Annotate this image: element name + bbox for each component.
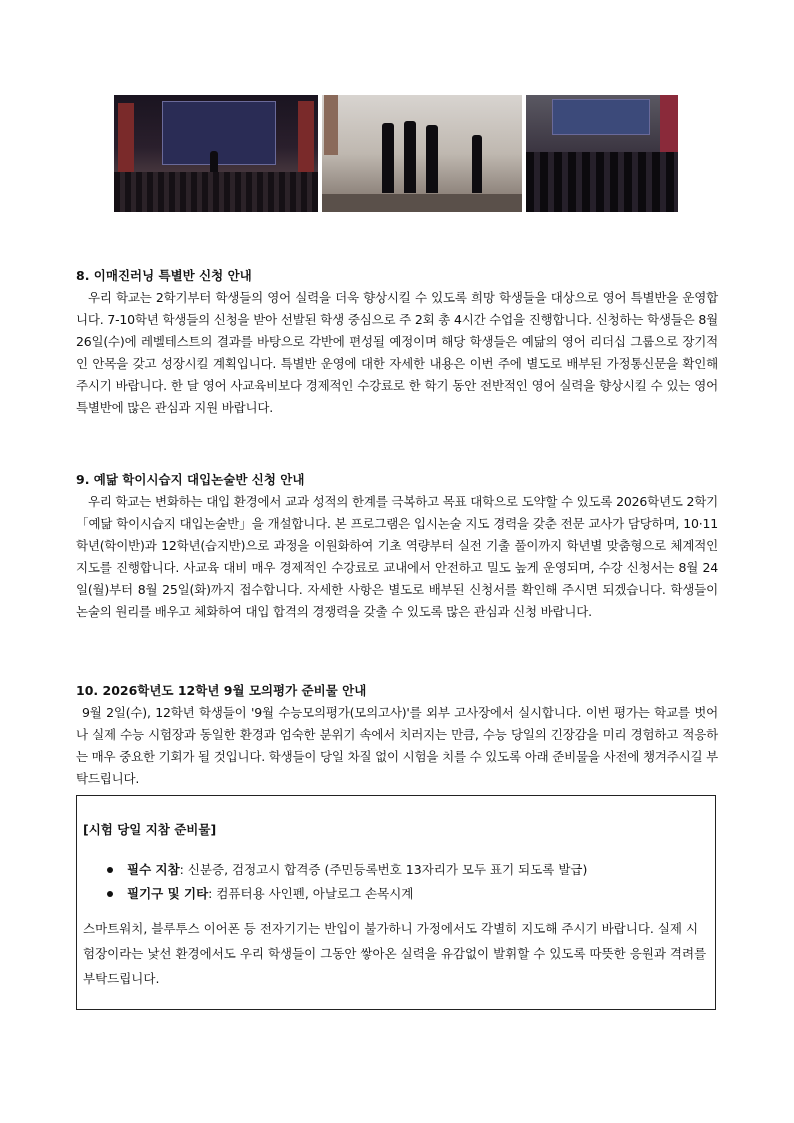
box-title: [시험 당일 지참 준비물] bbox=[83, 822, 217, 837]
exam-supplies-box bbox=[76, 795, 716, 1010]
box-note: 스마트워치, 블루투스 이어폰 등 전자기기는 반입이 불가하니 가정에서도 각별히 지도해 주시기 바랍니다. 실제 시험장이라는 낯선 환경에서도 우리 학생들이 그동안 쌓아온 실력을 유감없이 발휘할 수 있도록 따뜻한 응원과 격려를 부탁드립니다. bbox=[83, 921, 707, 986]
bullet-icon bbox=[107, 891, 113, 897]
section-9-title: 9. 예닮 학이시습지 대입논술반 신청 안내 bbox=[76, 472, 305, 487]
event-group-photo bbox=[526, 95, 678, 212]
event-lecture-photo bbox=[114, 95, 318, 212]
section-8-title: 8. 이매진러닝 특별반 신청 안내 bbox=[76, 268, 252, 283]
section-10-body bbox=[76, 702, 718, 790]
section-10-body-text: 9월 2일(수), 12학년 학생들이 '9월 수능모의평가(모의고사)'를 외부 고사장에서 실시합니다. 이번 평가는 학교를 벗어나 실제 수능 시험장과 동일한 환경과 엄숙한 분위기 속에서 치러지는 만큼, 수능 당일의 긴장감을 미리 경험하고 적응하는 매우 중요한 기회가 될 것입니다. 학생들이 당일 차질 없이 시험을 치를 수 있도록 아래 준비물을 사전에 챙겨주시길 부탁드립니다. bbox=[76, 705, 718, 786]
item-label: 필수 지참 bbox=[127, 862, 180, 877]
section-8-body-text: 우리 학교는 2학기부터 학생들의 영어 실력을 더욱 향상시킬 수 있도록 희망 학생들을 대상으로 영어 특별반을 운영합니다. 7-10학년 학생들의 신청을 받아 선발된 학생 중심으로 주 2회 총 4시간 수업을 진행합니다. 신청하는 학생들은 8월 26일(수)에 레벨테스트의 결과를 바탕으로 각반에 편성될 예정이며 해당 학생들은 예닮의 영어 리더십 그룹으로 장기적인 안목을 갖고 성장시킬 계획입니다. 특별반 운영에 대한 자세한 내용은 이번 주에 별도로 배부된 가정통신문을 확인해 주시기 바랍니다. 한 달 영어 사교육비보다 경제적인 수강료로 한 학기 동안 전반적인 영어 실력을 향상시킬 수 있는 영어 특별반에 많은 관심과 지원 바랍니다. bbox=[76, 290, 718, 415]
section-8-body bbox=[76, 287, 718, 419]
item-text: : 컴퓨터용 사인펜, 아날로그 손목시계 bbox=[208, 886, 414, 901]
event-band-performance-photo bbox=[322, 95, 522, 212]
section-9-body bbox=[76, 491, 718, 623]
item-text: : 신분증, 검정고시 합격증 (주민등록번호 13자리가 모두 표기 되도록 발급) bbox=[179, 862, 588, 877]
section-9-body-text: 우리 학교는 변화하는 대입 환경에서 교과 성적의 한계를 극복하고 목표 대학으로 도약할 수 있도록 2026학년도 2학기「예닮 학이시습지 대입논술반」을 개설합니다. 본 프로그램은 입시논술 지도 경력을 갖춘 전문 교사가 담당하며, 10·11학년(학이반)과 12학년(습지반)으로 과정을 이원화하여 기초 역량부터 실전 기출 풀이까지 학년별 맞춤형으로 체계적인 지도를 진행합니다. 사교육 대비 매우 경제적인 수강료로 교내에서 안전하고 밀도 높게 운영되며, 수강 신청서는 8월 24일(월)부터 8월 25일(화)까지 접수합니다. 자세한 사항은 별도로 배부된 신청서를 확인해 주시면 되겠습니다. 학생들이 논술의 원리를 배우고 체화하여 대입 합격의 경쟁력을 갖출 수 있도록 많은 관심과 신청 바랍니다. bbox=[76, 494, 718, 619]
section-10-title: 10. 2026학년도 12학년 9월 모의평가 준비물 안내 bbox=[76, 683, 367, 698]
list-item bbox=[107, 884, 413, 902]
list-item bbox=[107, 860, 587, 878]
bullet-icon bbox=[107, 867, 113, 873]
item-label: 필기구 및 기타 bbox=[127, 886, 209, 901]
